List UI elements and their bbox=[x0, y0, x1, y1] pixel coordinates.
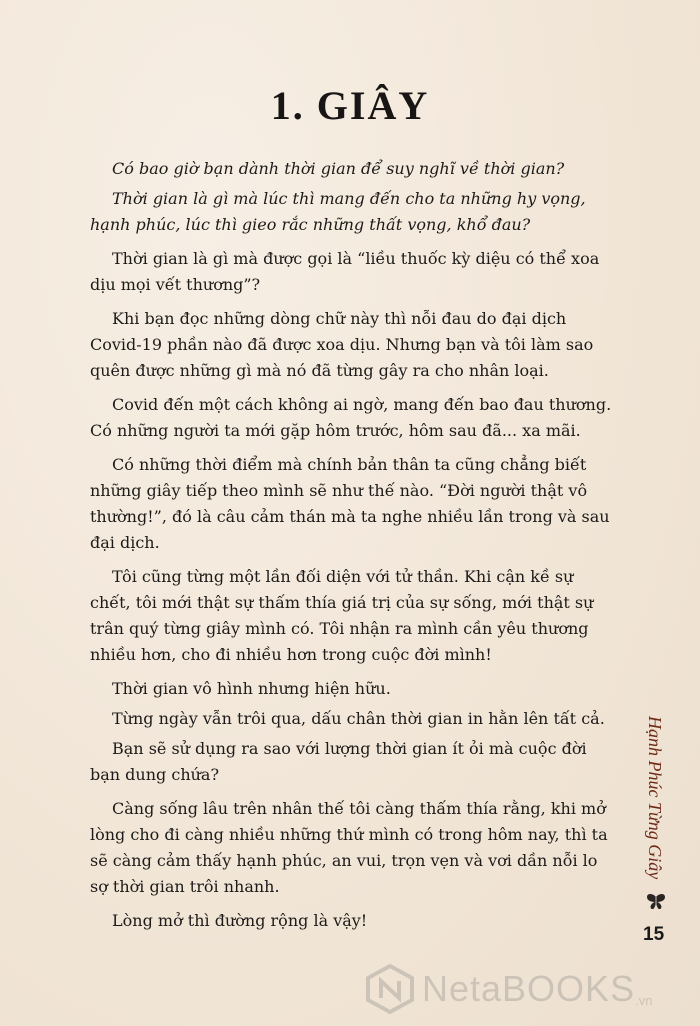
paragraph: Bạn sẽ sử dụng ra sao với lượng thời gian ít ỏi mà cuộc đời bạn dung chứa? bbox=[90, 739, 587, 784]
paragraph: Có bao giờ bạn dành thời gian để suy nghĩ về thời gian? bbox=[112, 159, 565, 178]
chapter-title: 1. GIÂY bbox=[270, 83, 430, 128]
paragraph: Thời gian vô hình nhưng hiện hữu. bbox=[112, 679, 391, 698]
paragraph: Lòng mở thì đường rộng là vậy! bbox=[112, 911, 368, 930]
watermark bbox=[364, 952, 700, 1026]
netabooks-logo-icon bbox=[364, 963, 416, 1015]
paragraph: Covid đến một cách không ai ngờ, mang đến bao đau thương. Có những người ta mới gặp hôm trước, hôm sau đã... xa mãi. bbox=[90, 395, 612, 440]
paragraph: Khi bạn đọc những dòng chữ này thì nỗi đau do đại dịch Covid-19 phần nào đã được xoa dịu. Nhưng bạn và tôi làm sao quên được những gì mà nó đã từng gây ra cho nhân loại. bbox=[90, 309, 594, 380]
paragraph: Tôi cũng từng một lần đối diện với tử thần. Khi cận kề sự chết, tôi mới thật sự thấm thía giá trị của sự sống, mới thật sự trân quý từng giây mình có. Tôi nhận ra mình cần yêu thương nhiều hơn, cho đi nhiều hơn trong cuộc đời mình! bbox=[90, 567, 594, 664]
paragraph: Có những thời điểm mà chính bản thân ta cũng chẳng biết những giây tiếp theo mình sẽ như thế nào. “Đời người thật vô thường!”, đó là câu cảm thán mà ta nghe nhiều lần trong và sau đại dịch. bbox=[90, 455, 610, 552]
paragraph: Càng sống lâu trên nhân thế tôi càng thấm thía rằng, khi mở lòng cho đi càng nhiều những thứ mình có trong hôm nay, thì ta sẽ càng cảm thấy hạnh phúc, an vui, trọn vẹn và vơi dần nỗi lo sợ thời gian trôi nhanh. bbox=[90, 799, 608, 896]
paragraph: Từng ngày vẫn trôi qua, dấu chân thời gian in hằn lên tất cả. bbox=[112, 709, 605, 728]
watermark-brand: NetaBOOKS bbox=[422, 968, 636, 1009]
body-text bbox=[90, 156, 615, 942]
butterfly-icon bbox=[646, 893, 666, 911]
watermark-suffix: .vn bbox=[635, 993, 653, 1008]
page-number: 15 bbox=[643, 924, 665, 945]
paragraph: Thời gian là gì mà được gọi là “liều thuốc kỳ diệu có thể xoa dịu mọi vết thương”? bbox=[90, 249, 600, 294]
running-book-title: Hạnh Phúc Từng Giây bbox=[645, 716, 665, 880]
paragraph: Thời gian là gì mà lúc thì mang đến cho ta những hy vọng, hạnh phúc, lúc thì gieo rắc những thất vọng, khổ đau? bbox=[90, 189, 586, 234]
